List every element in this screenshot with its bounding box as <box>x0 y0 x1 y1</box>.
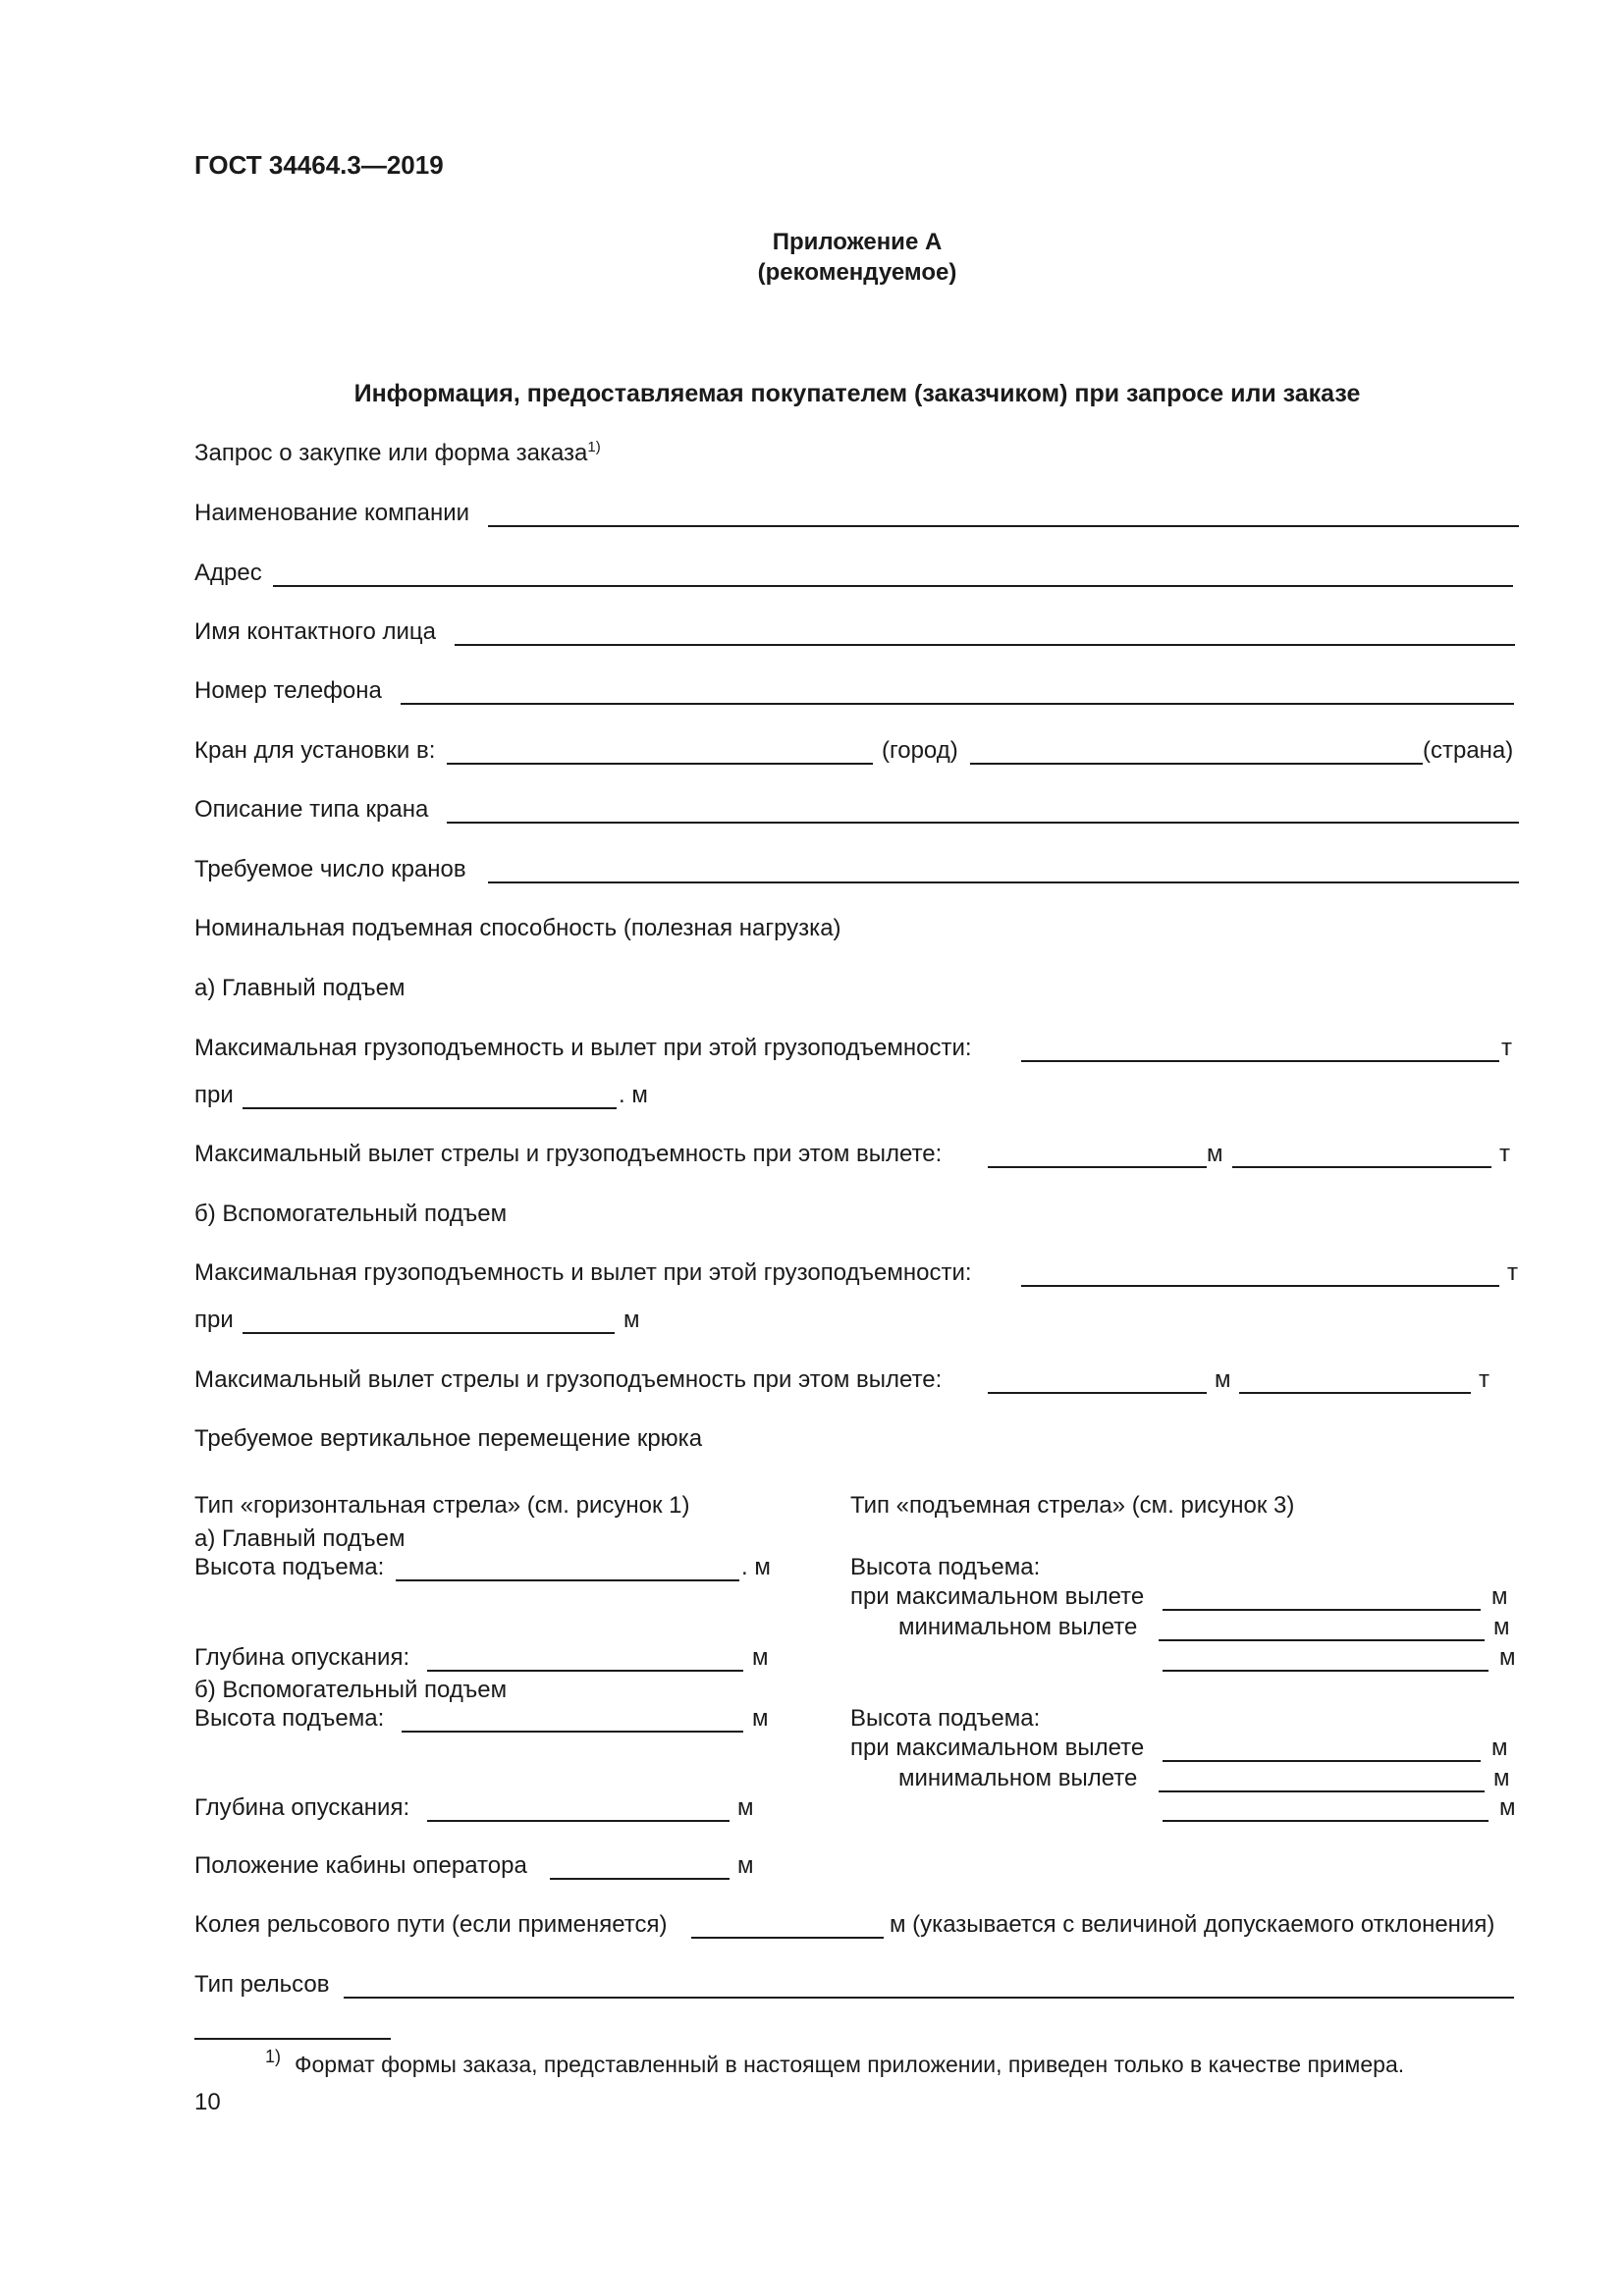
rail-type-field[interactable] <box>344 1997 1514 1999</box>
left-depth2-unit: м <box>737 1794 754 1821</box>
crane-count-label: Требуемое число кранов <box>194 856 466 882</box>
right-max2-unit: м <box>1491 1735 1508 1761</box>
left-depth1-field[interactable] <box>427 1670 743 1672</box>
contact-label: Имя контактного лица <box>194 618 436 645</box>
right-max2-label: при максимальном вылете <box>850 1735 1145 1761</box>
phone-label: Номер телефона <box>194 677 382 704</box>
cabin-field[interactable] <box>550 1878 730 1880</box>
contact-field[interactable] <box>455 644 1515 646</box>
left-main-hoist: а) Главный подъем <box>194 1525 406 1552</box>
aux-max-load-field[interactable] <box>1021 1285 1499 1287</box>
hook-heading: Требуемое вертикальное перемещение крюка <box>194 1425 703 1452</box>
crane-type-field[interactable] <box>447 822 1519 824</box>
aux-max-load-label: Максимальная грузоподъемность и вылет при этой грузоподъемности: <box>194 1259 972 1286</box>
right-depth1-field[interactable] <box>1163 1670 1489 1672</box>
main-reach-m-unit: м <box>1207 1141 1223 1167</box>
city-field[interactable] <box>447 763 873 765</box>
left-height2-field[interactable] <box>402 1731 743 1733</box>
appendix-title: Приложение А <box>772 229 943 255</box>
right-min1-unit: м <box>1493 1614 1510 1640</box>
intro-text: Запрос о закупке или форма заказа$^{1)}$ <box>194 439 601 466</box>
main-max-load-label: Максимальная грузоподъемность и вылет при этой грузоподъемности: <box>194 1035 972 1061</box>
right-depth2-unit: м <box>1499 1794 1516 1821</box>
address-label: Адрес <box>194 560 262 586</box>
capacity-heading: Номинальная подъемная способность (полезная нагрузка) <box>194 915 841 941</box>
aux-max-load-unit: т <box>1507 1259 1518 1286</box>
left-height2-unit: м <box>752 1705 769 1732</box>
main-at-label: при <box>194 1082 234 1108</box>
left-height2-label: Высота подъема: <box>194 1705 385 1732</box>
right-min2-label: минимальном вылете <box>898 1765 1138 1791</box>
right-height2-label: Высота подъема: <box>850 1705 1041 1732</box>
form-title: Информация, предоставляемая покупателем (заказчиком) при запросе или заказе <box>353 380 1361 407</box>
crane-count-field[interactable] <box>488 881 1519 883</box>
main-reach-t-field[interactable] <box>1232 1166 1491 1168</box>
luffing-jib-type: Тип «подъемная стрела» (см. рисунок 3) <box>850 1492 1295 1519</box>
country-label: (страна) <box>1423 737 1514 764</box>
right-max2-field[interactable] <box>1163 1760 1481 1762</box>
left-depth1-unit: м <box>752 1644 769 1671</box>
appendix-subtitle: (рекомендуемое) <box>757 259 957 286</box>
rail-gauge-note: м (указывается с величиной допускаемого отклонения) <box>890 1911 1495 1938</box>
right-min1-field[interactable] <box>1159 1639 1485 1641</box>
company-field[interactable] <box>488 525 1519 527</box>
main-at-unit: . м <box>619 1082 648 1108</box>
country-field[interactable] <box>970 763 1423 765</box>
main-max-load-field[interactable] <box>1021 1060 1499 1062</box>
aux-at-label: при <box>194 1307 234 1333</box>
right-max1-unit: м <box>1491 1583 1508 1610</box>
footnote-text: Формат формы заказа, представленный в настоящем приложении, приведен только в качестве примера. <box>295 2052 1405 2077</box>
aux-reach-t-unit: т <box>1479 1366 1489 1393</box>
right-max1-field[interactable] <box>1163 1609 1481 1611</box>
left-height1-unit: . м <box>741 1554 771 1580</box>
main-reach-m-field[interactable] <box>988 1166 1207 1168</box>
rail-gauge-field[interactable] <box>691 1937 884 1939</box>
rail-type-label: Тип рельсов <box>194 1971 330 1998</box>
right-height1-label: Высота подъема: <box>850 1554 1041 1580</box>
right-min2-field[interactable] <box>1159 1790 1485 1792</box>
left-depth2-field[interactable] <box>427 1820 730 1822</box>
footnote-mark: 1) <box>265 2047 282 2066</box>
aux-hoist-title: б) Вспомогательный подъем <box>194 1201 508 1227</box>
aux-reach-m-unit: м <box>1215 1366 1231 1393</box>
left-depth2-label: Глубина опускания: <box>194 1794 410 1821</box>
company-label: Наименование компании <box>194 500 470 526</box>
rail-gauge-label: Колея рельсового пути (если применяется) <box>194 1911 668 1938</box>
left-height1-label: Высота подъема: <box>194 1554 385 1580</box>
aux-max-reach-label: Максимальный вылет стрелы и грузоподъемность при этом вылете: <box>194 1366 943 1393</box>
footnote-ref: 1) <box>587 439 601 455</box>
city-label: (город) <box>882 737 958 764</box>
main-reach-t-unit: т <box>1499 1141 1510 1167</box>
left-height1-field[interactable] <box>396 1579 739 1581</box>
main-hoist-title: а) Главный подъем <box>194 975 406 1001</box>
right-min2-unit: м <box>1493 1765 1510 1791</box>
document-code: ГОСТ 34464.3—2019 <box>194 150 444 180</box>
cabin-label: Положение кабины оператора <box>194 1852 527 1879</box>
left-depth1-label: Глубина опускания: <box>194 1644 410 1671</box>
right-min1-label: минимальном вылете <box>898 1614 1138 1640</box>
crane-type-label: Описание типа крана <box>194 796 429 823</box>
footnote-separator <box>194 2038 391 2040</box>
install-label: Кран для установки в: <box>194 737 436 764</box>
right-max1-label: при максимальном вылете <box>850 1583 1145 1610</box>
aux-reach-t-field[interactable] <box>1239 1392 1471 1394</box>
page-number: 10 <box>194 2089 221 2115</box>
aux-at-field[interactable] <box>243 1332 615 1334</box>
phone-field[interactable] <box>401 703 1514 705</box>
main-max-load-unit: т <box>1501 1035 1512 1061</box>
address-field[interactable] <box>273 585 1513 587</box>
aux-reach-m-field[interactable] <box>988 1392 1207 1394</box>
horizontal-jib-type: Тип «горизонтальная стрела» (см. рисунок 1) <box>194 1492 690 1519</box>
left-aux-hoist: б) Вспомогательный подъем <box>194 1677 508 1703</box>
main-max-reach-label: Максимальный вылет стрелы и грузоподъемность при этом вылете: <box>194 1141 943 1167</box>
aux-at-unit: м <box>623 1307 640 1333</box>
right-depth1-unit: м <box>1499 1644 1516 1671</box>
right-depth2-field[interactable] <box>1163 1820 1489 1822</box>
main-at-field[interactable] <box>243 1107 617 1109</box>
cabin-unit: м <box>737 1852 754 1879</box>
